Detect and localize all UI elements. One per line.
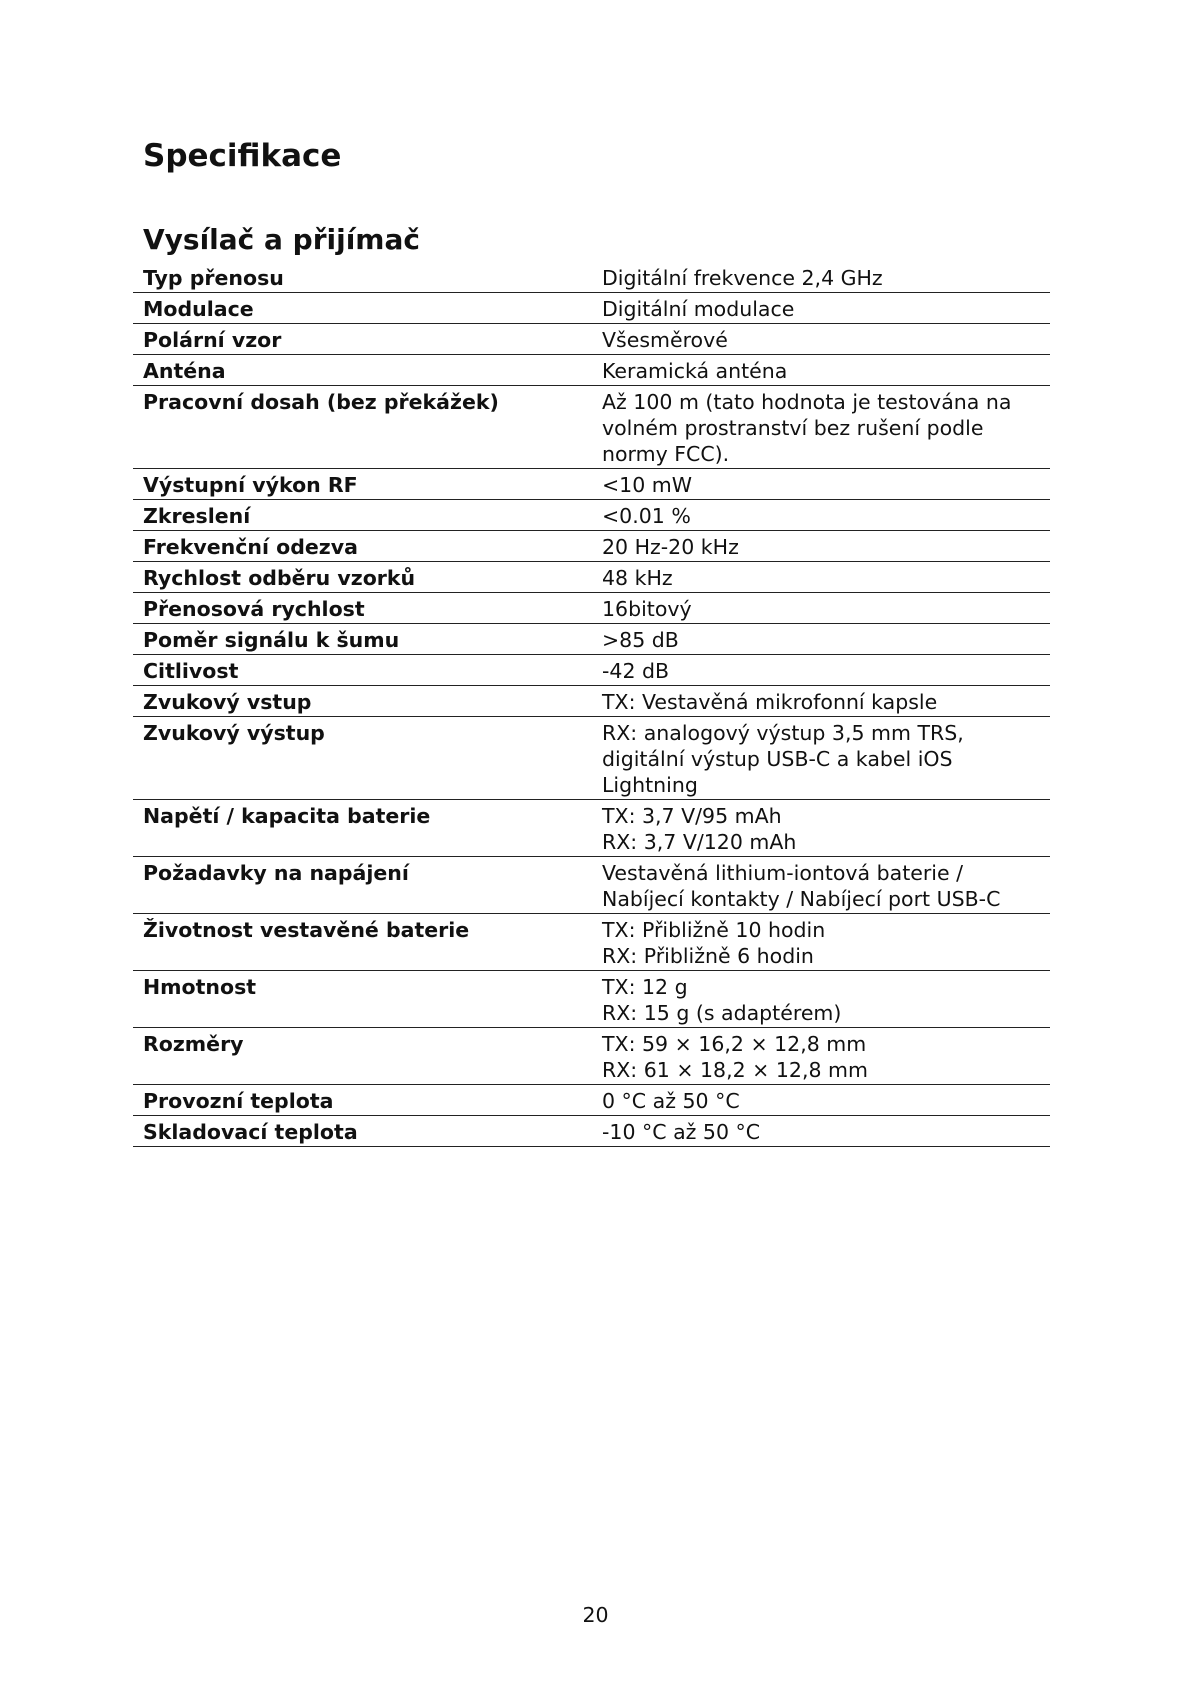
table-row xyxy=(133,562,1050,593)
table-row xyxy=(133,386,1050,469)
spec-label: Skladovací teplota xyxy=(133,1116,592,1147)
spec-value: TX: 59 × 16,2 × 12,8 mm RX: 61 × 18,2 × 12,8 mm xyxy=(592,1028,1050,1085)
spec-label: Zvukový výstup xyxy=(133,717,592,800)
table-row xyxy=(133,1085,1050,1116)
table-row xyxy=(133,800,1050,857)
spec-value: Digitální modulace xyxy=(592,293,1050,324)
spec-label: Rychlost odběru vzorků xyxy=(133,562,592,593)
spec-value: 48 kHz xyxy=(592,562,1050,593)
spec-label: Polární vzor xyxy=(133,324,592,355)
table-row xyxy=(133,857,1050,914)
spec-label: Provozní teplota xyxy=(133,1085,592,1116)
spec-value: RX: analogový výstup 3,5 mm TRS, digitální výstup USB-C a kabel iOS Lightning xyxy=(592,717,1050,800)
spec-label: Přenosová rychlost xyxy=(133,593,592,624)
spec-value: -10 °C až 50 °C xyxy=(592,1116,1050,1147)
spec-label: Poměr signálu k šumu xyxy=(133,624,592,655)
spec-label: Modulace xyxy=(133,293,592,324)
spec-value: Keramická anténa xyxy=(592,355,1050,386)
spec-value: 20 Hz-20 kHz xyxy=(592,531,1050,562)
spec-label: Výstupní výkon RF xyxy=(133,469,592,500)
spec-label: Rozměry xyxy=(133,1028,592,1085)
table-row xyxy=(133,1116,1050,1147)
spec-table xyxy=(133,262,1050,1147)
spec-label: Zvukový vstup xyxy=(133,686,592,717)
table-row xyxy=(133,971,1050,1028)
table-row xyxy=(133,355,1050,386)
page-title: Specifikace xyxy=(143,138,342,174)
spec-value: TX: Vestavěná mikrofonní kapsle xyxy=(592,686,1050,717)
table-row xyxy=(133,293,1050,324)
table-row xyxy=(133,500,1050,531)
spec-value: 0 °C až 50 °C xyxy=(592,1085,1050,1116)
spec-label: Požadavky na napájení xyxy=(133,857,592,914)
spec-label: Zkreslení xyxy=(133,500,592,531)
spec-value: >85 dB xyxy=(592,624,1050,655)
table-row xyxy=(133,531,1050,562)
table-row xyxy=(133,914,1050,971)
table-row xyxy=(133,593,1050,624)
spec-value: <0.01 % xyxy=(592,500,1050,531)
spec-value: Digitální frekvence 2,4 GHz xyxy=(592,262,1050,293)
spec-value: <10 mW xyxy=(592,469,1050,500)
table-row xyxy=(133,324,1050,355)
spec-value: Vestavěná lithium-iontová baterie / Nabíjecí kontakty / Nabíjecí port USB-C xyxy=(592,857,1050,914)
table-row xyxy=(133,655,1050,686)
spec-value: TX: 12 g RX: 15 g (s adaptérem) xyxy=(592,971,1050,1028)
table-row xyxy=(133,262,1050,293)
table-row xyxy=(133,1028,1050,1085)
table-row xyxy=(133,624,1050,655)
spec-label: Pracovní dosah (bez překážek) xyxy=(133,386,592,469)
spec-value: Až 100 m (tato hodnota je testována na volném prostranství bez rušení podle normy FCC). xyxy=(592,386,1050,469)
spec-label: Anténa xyxy=(133,355,592,386)
spec-value: Všesměrové xyxy=(592,324,1050,355)
spec-label: Životnost vestavěné baterie xyxy=(133,914,592,971)
table-row xyxy=(133,469,1050,500)
spec-value: TX: 3,7 V/95 mAh RX: 3,7 V/120 mAh xyxy=(592,800,1050,857)
table-row xyxy=(133,686,1050,717)
section-title: Vysílač a přijímač xyxy=(143,223,420,256)
spec-value: 16bitový xyxy=(592,593,1050,624)
spec-label: Hmotnost xyxy=(133,971,592,1028)
spec-value: -42 dB xyxy=(592,655,1050,686)
spec-value: TX: Přibližně 10 hodin RX: Přibližně 6 hodin xyxy=(592,914,1050,971)
spec-label: Frekvenční odezva xyxy=(133,531,592,562)
spec-label: Napětí / kapacita baterie xyxy=(133,800,592,857)
table-row xyxy=(133,717,1050,800)
page-number: 20 xyxy=(582,1603,609,1627)
spec-label: Typ přenosu xyxy=(133,262,592,293)
spec-label: Citlivost xyxy=(133,655,592,686)
